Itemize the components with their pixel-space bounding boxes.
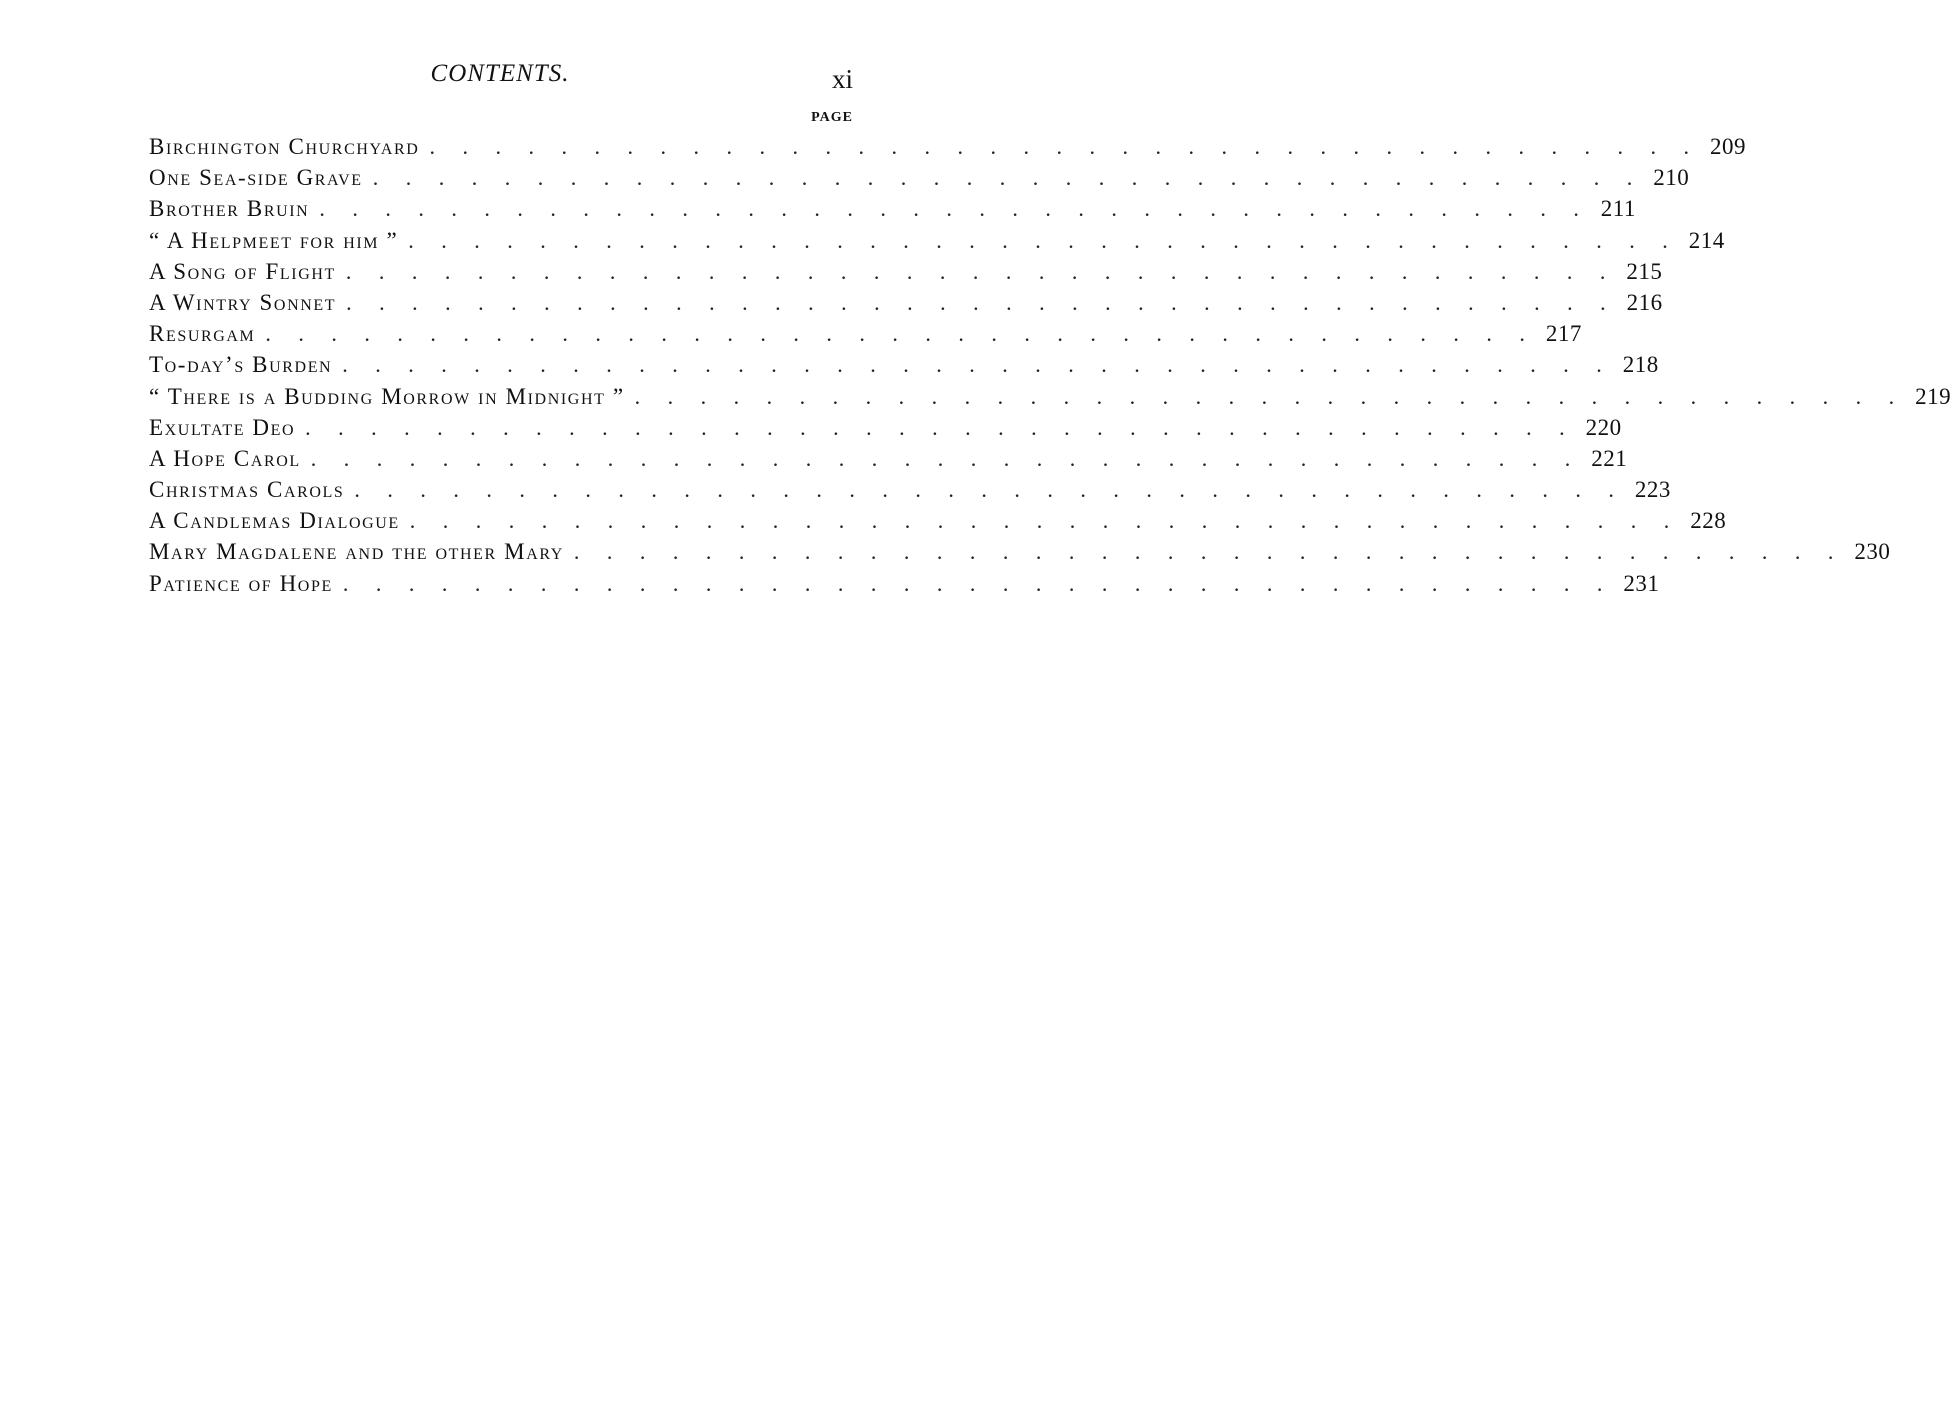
toc-entry-title: Christmas Carols [149, 477, 345, 503]
toc-entry-page: 218 [1622, 352, 1659, 378]
toc-entry [149, 193, 1636, 224]
dot-leader: . . . . . . . . . . . . . . . . . . . . . . . . . . . . . . . . . . . . . . . [310, 445, 1582, 471]
toc-entry [149, 162, 1690, 193]
toc-entry-page: 230 [1854, 539, 1891, 565]
dot-leader: . . . . . . . . . . . . . . . . . . . . . . . . . . . . . . . . . . . . . . . [372, 165, 1644, 191]
dot-leader: . . . . . . . . . . . . . . . . . . . . . . . . . . . . . . . . . . . . . . . [429, 134, 1700, 159]
toc-entry-title: Mary Magdalene and the other Mary [149, 539, 564, 565]
running-head [0, 60, 1000, 96]
running-title: CONTENTS. [430, 60, 570, 87]
toc-entry-title: Brother Bruin [149, 196, 310, 222]
toc-entry [149, 412, 1622, 443]
toc-entry-page: 214 [1688, 227, 1725, 253]
toc-entry-page: 223 [1634, 477, 1671, 503]
table-of-contents [149, 131, 1951, 599]
toc-entry [149, 287, 1663, 318]
dot-leader: . . . . . . . . . . . . . . . . . . . . . . . . . . . . . . . . . . . . . . . [305, 414, 1576, 440]
toc-entry [149, 474, 1671, 505]
toc-entry [149, 225, 1725, 256]
dot-leader: . . . . . . . . . . . . . . . . . . . . . . . . . . . . . . . . . . . . . . . [265, 321, 1536, 347]
page-number: xi [831, 64, 853, 94]
toc-entry-page: 220 [1585, 414, 1622, 440]
dot-leader: . . . . . . . . . . . . . . . . . . . . . . . . . . . . . . . . . . . . . . . [319, 196, 1590, 222]
toc-entry [149, 505, 1727, 536]
toc-entry-title: “ There is a Budding Morrow in Midnight ” [149, 383, 625, 409]
toc-entry [149, 568, 1660, 599]
toc-entry-title: A Candlemas Dialogue [149, 508, 400, 534]
toc-entry-title: A Song of Flight [149, 258, 336, 284]
toc-entry [149, 131, 1746, 162]
dot-leader: . . . . . . . . . . . . . . . . . . . . . . . . . . . . . . . . . . . . . . . [345, 258, 1617, 284]
toc-entry-title: Resurgam [149, 321, 256, 347]
toc-entry-title: A Hope Carol [149, 445, 301, 471]
toc-entry-page: 231 [1623, 570, 1660, 596]
toc-entry [149, 256, 1663, 287]
toc-entry-page: 211 [1600, 196, 1636, 222]
dot-leader: . . . . . . . . . . . . . . . . . . . . . . . . . . . . . . . . . . . . . . . [573, 539, 1845, 565]
toc-entry-title: To-day’s Burden [149, 352, 333, 378]
toc-entry-page: 228 [1690, 508, 1727, 534]
toc-entry-title: Patience of Hope [149, 570, 333, 596]
toc-entry [149, 349, 1659, 380]
dot-leader: . . . . . . . . . . . . . . . . . . . . . . . . . . . . . . . . . . . . . . . [408, 227, 1679, 253]
toc-entry-title: A Wintry Sonnet [149, 289, 337, 315]
dot-leader: . . . . . . . . . . . . . . . . . . . . . . . . . . . . . . . . . . . . . . . [354, 477, 1625, 503]
toc-entry-page: 219 [1915, 383, 1951, 409]
toc-entry [149, 443, 1628, 474]
toc-entry-page: 215 [1626, 258, 1663, 284]
dot-leader: . . . . . . . . . . . . . . . . . . . . . . . . . . . . . . . . . . . . . . . [409, 508, 1681, 534]
toc-entry-page: 217 [1545, 321, 1582, 347]
dot-leader: . . . . . . . . . . . . . . . . . . . . . . . . . . . . . . . . . . . . . . . [342, 352, 1613, 378]
toc-entry [149, 318, 1582, 349]
toc-entry-title: One Sea-side Grave [149, 165, 363, 191]
toc-entry [149, 536, 1891, 567]
toc-entry [149, 381, 1951, 412]
dot-leader: . . . . . . . . . . . . . . . . . . . . . . . . . . . . . . . . . . . . . . . [346, 289, 1617, 315]
toc-entry-page: 209 [1709, 134, 1746, 159]
toc-entry-title: “ A Helpmeet for him ” [149, 227, 399, 253]
toc-entry-page: 216 [1626, 289, 1663, 315]
toc-entry-page: 210 [1653, 165, 1690, 191]
toc-entry-page: 221 [1591, 445, 1628, 471]
toc-entry-title: Birchington Churchyard [149, 134, 420, 159]
dot-leader: . . . . . . . . . . . . . . . . . . . . . . . . . . . . . . . . . . . . . . . [342, 570, 1614, 596]
page-column-label: PAGE [811, 110, 853, 125]
toc-entry-title: Exultate Deo [149, 414, 296, 440]
dot-leader: . . . . . . . . . . . . . . . . . . . . . . . . . . . . . . . . . . . . . . . [634, 383, 1906, 409]
